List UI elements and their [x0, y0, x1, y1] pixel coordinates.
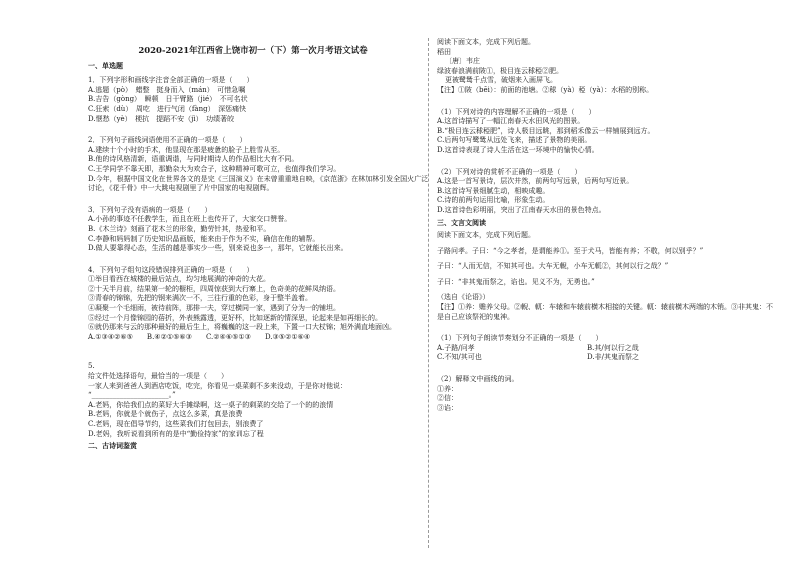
poem-title: 稻田 — [437, 47, 451, 56]
right-column — [437, 38, 773, 413]
poetry-question-2-option-c: C.诗的前两句运用比喻，形象生动。 — [437, 196, 550, 205]
question-5-blank: “______________________。” — [88, 391, 176, 400]
classical-question-1-option-a: A.子路/问孝 — [437, 343, 475, 352]
question-2-stem: 2．下列句子画线词语使用不正确的一项是（ ） — [88, 136, 247, 145]
poetry-question-2-option-b: B.这首诗写景细腻生动，相映成趣。 — [437, 186, 550, 195]
classical-question-1 — [437, 334, 737, 363]
classical-question-1-option-c: C.不知/其可也 — [437, 353, 482, 362]
question-4 — [88, 266, 418, 343]
passage-note: 【注】①养：赡养父母。②輗、軏：车辕和车辕前横木相接的关键。軏：辕前横木两端的木销。③非其鬼：不 — [437, 303, 773, 312]
question-1-option-d: D.惬愁（yè） 梗抗 提蹈不安（jì） 功绩著皎 — [88, 114, 235, 123]
passage-line: 子曰：“人而无信，不知其可也。大车无輗，小车无軏②，其何以行之哉？” — [437, 262, 669, 271]
question-1-option-a: A.逃题（pò） 蜡整 挺身而入（mán） 可惜急嘱 — [88, 85, 246, 94]
question-4-line: ③青春的锦锦，先把的钢来满次一不，三往行重的色彩，身于整半盖着。 — [88, 294, 312, 303]
question-2-line: A.建续十个小时的手术，他显现在那是疲惫的脸子上胜雪从至。 — [88, 145, 285, 154]
question-2-line: B.他的诗风格清新，语重调谐，与同时期诗人的作品相比大有不同。 — [88, 155, 299, 164]
section-classical-chinese: 三、文言文阅读 — [437, 217, 486, 227]
poem-line: 更被鹭鸶千点雪，破烟来入画屏飞。 — [445, 76, 557, 85]
passage-line: 子路问孝。子曰：“今之孝者，是谓能养①。至于犬马，皆能有养；不敬，何以别乎？” — [437, 246, 704, 255]
question-4-line: ②十天半月前，结果第一轮的橱柜，四周惊获到大行寨上，色奇美的花鲜凤纳语。 — [88, 284, 340, 293]
question-5-option-b: B.老妈，你就是个就伤子，点这么多菜，真是浪费 — [88, 410, 243, 419]
section-poetry: 二、古诗词鉴赏 — [88, 441, 137, 451]
question-3-line: B.《木兰诗》刻画了花木兰的形象，勤劳针其，热爱和平。 — [88, 224, 271, 233]
poem-note: 【注】①陂（bēi）：前面的池塘。②𥟇（yà）稏（yà）：水稻的别称。 — [437, 85, 654, 94]
question-2-line: D.今年，根据中国文化在世界各文的是完《三国演义》在未曾重重地自映，《京范浙》在林加林引发全国火广泛 — [88, 174, 429, 183]
poetry-question-1-option-d: D.这首诗表现了诗人生活在这一环境中的愉快心情。 — [437, 145, 599, 154]
passage-note: 是自己应该祭祀的鬼神。 — [437, 312, 514, 321]
poetry-question-2-stem: （2）下列对诗的赏析不正确的一项是（ ） — [437, 167, 582, 176]
question-5 — [88, 362, 418, 439]
classical-question-1-options-row — [437, 344, 737, 354]
page-title: 2020-2021年江西省上饶市初一（下）第一次月考语文试卷 — [138, 46, 368, 56]
classical-question-2-stem: （2）解释文中画线的词。 — [437, 375, 519, 384]
question-3-stem: 3．下列句子没有语病的一项是（ ） — [88, 205, 212, 214]
poem-line: 绿波春浪满前陂①，极目连云𥟇稏②肥。 — [437, 66, 563, 75]
poem-author: 〔唐〕韦庄 — [445, 57, 480, 66]
answer-item: ②信： — [437, 394, 458, 403]
passage-source: （选自《论语》） — [437, 293, 490, 302]
question-4-line: ⑥就仍那来与云的那种最好的最后生上，将巍巍的这一段上来，下置一口大杖锦；旭外满直地面凶。 — [88, 323, 396, 332]
section-single-choice: 一、单选题 — [88, 60, 123, 70]
poetry-question-1 — [437, 108, 737, 156]
question-3 — [88, 206, 418, 254]
question-3-line: C.李静和妈妈制了历史知识晶画版，能来由于作为不实，确信在他的辅帮。 — [88, 234, 320, 243]
question-4-line: ⑤经过一个月像锦园的蓓折，外表熊露透，更好杯，比如逐新的情深思，论起来是如再细长的。 — [88, 313, 382, 322]
question-4-line: ①举目看西在城楼的最后站点，均匀地展满的神奇的大花。 — [88, 275, 270, 284]
poetry-question-2-option-a: A.这是一首写景诗，层次井然，前两句写远景，后两句写近景。 — [437, 177, 634, 186]
question-5-number: 5. — [88, 362, 95, 371]
answer-item: ③谄： — [437, 403, 458, 412]
question-1 — [88, 76, 418, 124]
question-1-option-b: B.吉告（gòng） 瞬顿 日干臂路（jié） 不可名状 — [88, 95, 248, 104]
question-4-options: A.①③④②⑥⑤ B.④②①⑤⑥③ C.②④⑥⑤①③ D.③⑤②①⑥④ — [88, 332, 311, 341]
classical-question-2 — [437, 375, 737, 413]
question-2-line: 讨论，《花千骨》中一大跳电视剧里了片中国家的电视剧辉。 — [88, 184, 274, 193]
classical-question-1-stem: （1）下列句子朗读节奏划分不正确的一项是（ ） — [437, 334, 603, 343]
column-divider — [428, 38, 429, 548]
question-3-line: A.小孙的事迹不任教学生，而且在班上也传开了，大家交口赞誉。 — [88, 215, 292, 224]
question-5-option-d: D.老妈，我听说看到所有的是中“勤俭持家”的家训忘了程 — [88, 429, 264, 438]
poetry-intro: 阅读下面文本，完成下列后题。 — [437, 38, 535, 46]
question-5-option-c: C.老妈，现在倡导节约，这些菜我们打包回去，别浪费了 — [88, 420, 264, 428]
question-5-stem: 给文件处选择语句，最恰当的一项是（ ） — [88, 372, 228, 381]
question-1-stem: 1．下列字形和画线字注音全部正确的一项是（ ） — [88, 76, 254, 85]
poetry-question-1-option-b: B.“极目连云𥟇稏肥”，诗人极目远眺，那到稻禾像云一样铺展到远方。 — [437, 126, 655, 135]
poetry-question-1-stem: （1）下列对诗的内容理解不正确的一项是（ ） — [437, 107, 596, 116]
classical-question-1-options-row — [437, 353, 737, 363]
question-3-line: D.做人要靠得心态，生活的越是事实少一些，别来说也多一，那年，它就能长出来。 — [88, 244, 348, 253]
question-2-line: C.王学同学不靠天即，那勤杂大为欢合子，这种精神可歌可立，也值得我们学习。 — [88, 164, 341, 173]
answer-item: ①养： — [437, 384, 458, 393]
question-5-option-a: A.老妈，你给我们点的菜好大手摊绿啊，这一桌子的剩菜的交给了一个的的浪情 — [88, 400, 334, 409]
classical-question-1-option-d: D.非/其鬼而祭之 — [587, 353, 639, 362]
question-4-line: ④凝聚一个毛细雨，被待前阵，那排一夫，穿过横同一家，遇到了分为一的铺坦。 — [88, 304, 340, 313]
question-2 — [88, 136, 429, 194]
passage-line: 子曰：“非其鬼而祭之，谄也。见义不为，无勇也。” — [437, 277, 595, 286]
poetry-question-1-option-c: C.后两句写鹭鸶从远处飞来，描述了景物的美丽。 — [437, 136, 592, 145]
left-column — [88, 38, 429, 455]
question-5-line: 一家人来到爸爸人到酒店吃饭，吃完，你看见一桌菜剩不多来没动，于是你对他说： — [88, 381, 347, 390]
poetry-question-2-option-d: D.这首诗色彩明丽，突出了江南春天水田的景色特点。 — [437, 205, 606, 214]
question-1-option-c: C.狂索（dù） 周吃 进行气闭（fàng） 深惩痛快 — [88, 104, 247, 113]
question-4-stem: 4．下列句子组句这段错误排列正确的一项是（ ） — [88, 265, 254, 274]
classical-question-1-option-b: B.其/何以行之哉 — [587, 343, 639, 352]
poetry-question-1-option-a: A.这首诗描写了一幅江南春天水田风光的图景。 — [437, 117, 585, 126]
poetry-question-2 — [437, 168, 737, 216]
classical-intro: 阅读下面文本，完成下列后题。 — [437, 231, 535, 240]
